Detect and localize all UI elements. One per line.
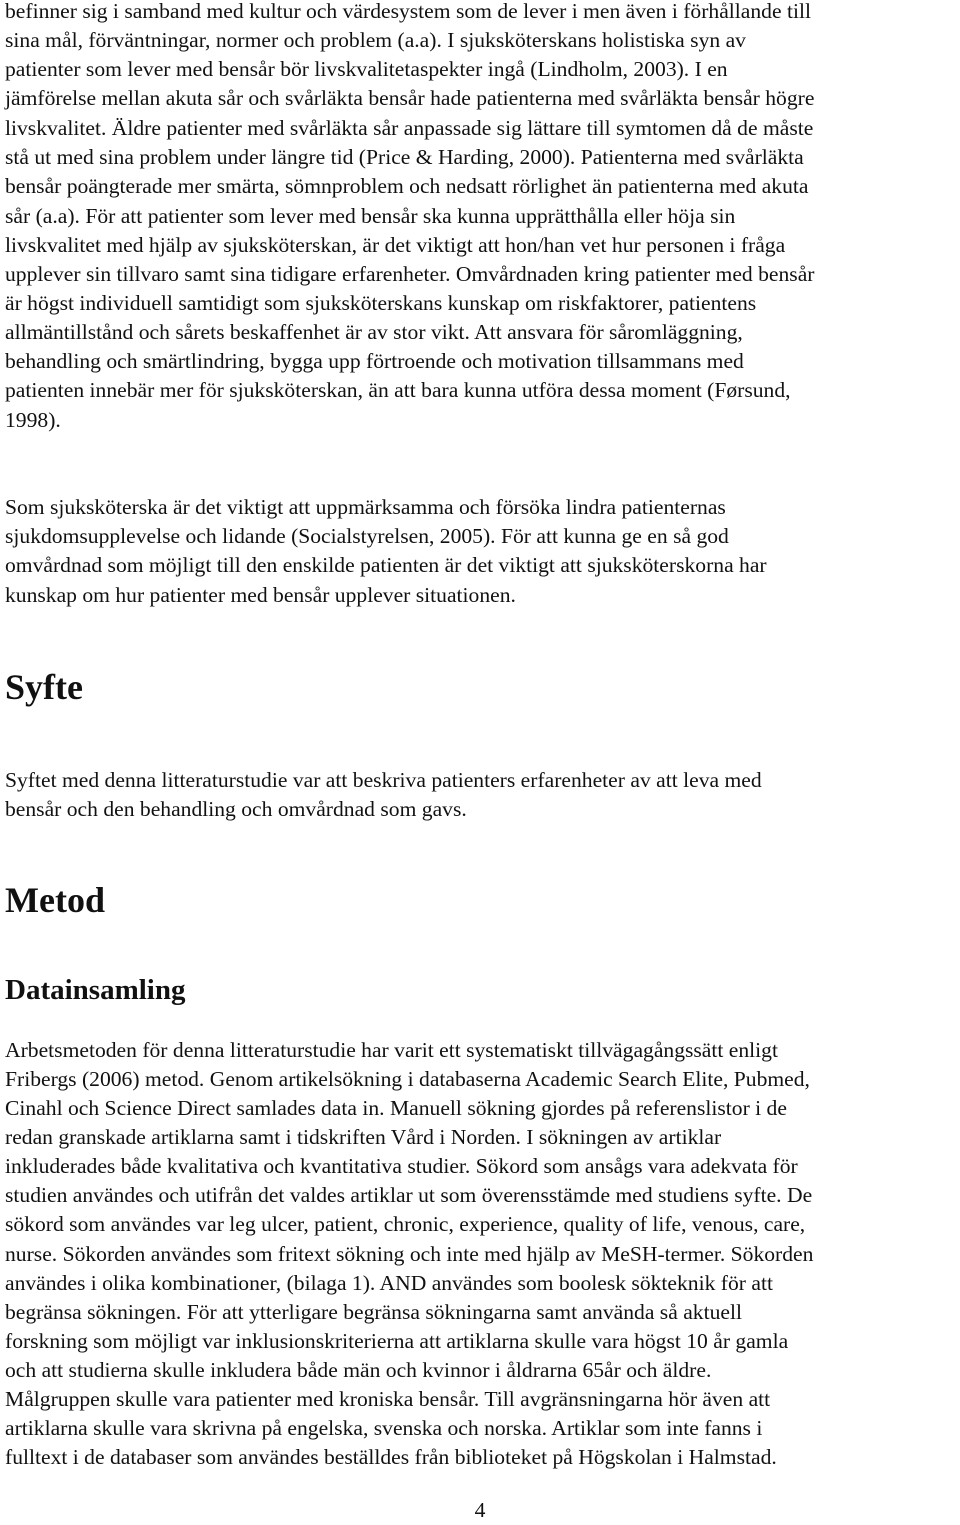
text-line: inkluderades både kvalitativa och kvantitativa studier. Sökord som ansågs vara adekvata för bbox=[5, 1154, 798, 1178]
text-line: och att studierna skulle inkludera både män och kvinnor i åldrarna 65år och äldre. bbox=[5, 1358, 712, 1382]
text-line: redan granskade artiklarna samt i tidskriften Vård i Norden. I sökningen av artiklar bbox=[5, 1125, 722, 1149]
text-line: Som sjuksköterska är det viktigt att uppmärksamma och försöka lindra patienternas bbox=[5, 495, 726, 519]
text-line: upplever sin tillvaro samt sina tidigare erfarenheter. Omvårdnaden kring patienter med bensår bbox=[5, 262, 815, 286]
heading-metod: Metod bbox=[5, 880, 105, 920]
text-line: är högst individuell samtidigt som sjuksköterskans kunskap om riskfaktorer, patientens bbox=[5, 291, 757, 315]
text-line: sår (a.a). För att patienter som lever med bensår ska kunna upprätthålla eller höja sin bbox=[5, 204, 736, 228]
text-line: patienten innebär mer för sjuksköterskan, än att bara kunna utföra dessa moment (Førsund, bbox=[5, 378, 791, 402]
text-line: forskning som möjligt var inklusionskriterierna att artiklarna skulle vara högst 10 år gamla bbox=[5, 1329, 789, 1353]
text-line: Cinahl och Science Direct samlades data in. Manuell sökning gjordes på referenslistor i de bbox=[5, 1096, 787, 1120]
text-line: bensår poängterade mer smärta, sömnproblem och nedsatt rörlighet än patienterna med akuta bbox=[5, 174, 809, 198]
text-line: omvårdnad som möjligt till den enskilde patienten är det viktigt att sjuksköterskorna har bbox=[5, 553, 767, 577]
page-number: 4 bbox=[474, 1498, 486, 1522]
text-line: bensår och den behandling och omvårdnad som gavs. bbox=[5, 797, 467, 821]
text-line: artiklarna skulle vara skrivna på engelska, svenska och norska. Artiklar som inte fanns i bbox=[5, 1416, 763, 1440]
text-line: Syftet med denna litteraturstudie var att beskriva patienters erfarenheter av att leva med bbox=[5, 768, 762, 792]
text-line: nurse. Sökorden användes som fritext sökning och inte med hjälp av MeSH-termer. Sökorden bbox=[5, 1242, 814, 1266]
text-line: studien användes och utifrån det valdes artiklar ut som överensstämde med studiens syfte. De bbox=[5, 1183, 813, 1207]
heading-datainsamling: Datainsamling bbox=[5, 974, 186, 1006]
text-line: kunskap om hur patienter med bensår upplever situationen. bbox=[5, 583, 516, 607]
text-line: användes i olika kombinationer, (bilaga 1). AND användes som boolesk sökteknik för att bbox=[5, 1271, 773, 1295]
text-line: sina mål, förväntningar, normer och problem (a.a). I sjuksköterskans holistiska syn av bbox=[5, 28, 746, 52]
text-line: Fribergs (2006) metod. Genom artikelsökning i databaserna Academic Search Elite, Pubmed, bbox=[5, 1067, 810, 1091]
text-line: Arbetsmetoden för denna litteraturstudie har varit ett systematiskt tillvägagångssätt enligt bbox=[5, 1038, 778, 1062]
text-line: begränsa sökningen. För att ytterligare begränsa sökningarna samt använda så aktuell bbox=[5, 1300, 742, 1324]
text-line: sökord som användes var leg ulcer, patient, chronic, experience, quality of life, venous, care, bbox=[5, 1212, 806, 1236]
text-line: sjukdomsupplevelse och lidande (Socialstyrelsen, 2005). För att kunna ge en så god bbox=[5, 524, 729, 548]
text-line: jämförelse mellan akuta sår och svårläkta bensår hade patienterna med svårläkta bensår högre bbox=[5, 86, 815, 110]
text-line: fulltext i de databaser som användes beställdes från biblioteket på Högskolan i Halmstad. bbox=[5, 1445, 777, 1469]
text-line: 1998). bbox=[5, 408, 61, 432]
heading-syfte: Syfte bbox=[5, 667, 83, 707]
text-line: livskvalitet med hjälp av sjuksköterskan, är det viktigt att hon/han vet hur personen i fråga bbox=[5, 233, 786, 257]
text-line: Målgruppen skulle vara patienter med kroniska bensår. Till avgränsningarna hör även att bbox=[5, 1387, 771, 1411]
text-line: allmäntillstånd och sårets beskaffenhet är av stor vikt. Att ansvara för såromläggning, bbox=[5, 320, 743, 344]
text-line: livskvalitet. Äldre patienter med svårläkta sår anpassade sig lättare till symtomen då de måste bbox=[5, 116, 814, 140]
text-line: befinner sig i samband med kultur och värdesystem som de lever i men även i förhållande till bbox=[5, 0, 811, 23]
text-line: patienter som lever med bensår bör livskvalitetaspekter ingå (Lindholm, 2003). I en bbox=[5, 57, 728, 81]
text-line: stå ut med sina problem under längre tid (Price & Harding, 2000). Patienterna med svårläkta bbox=[5, 145, 804, 169]
text-line: behandling och smärtlindring, bygga upp förtroende och motivation tillsammans med bbox=[5, 349, 744, 373]
